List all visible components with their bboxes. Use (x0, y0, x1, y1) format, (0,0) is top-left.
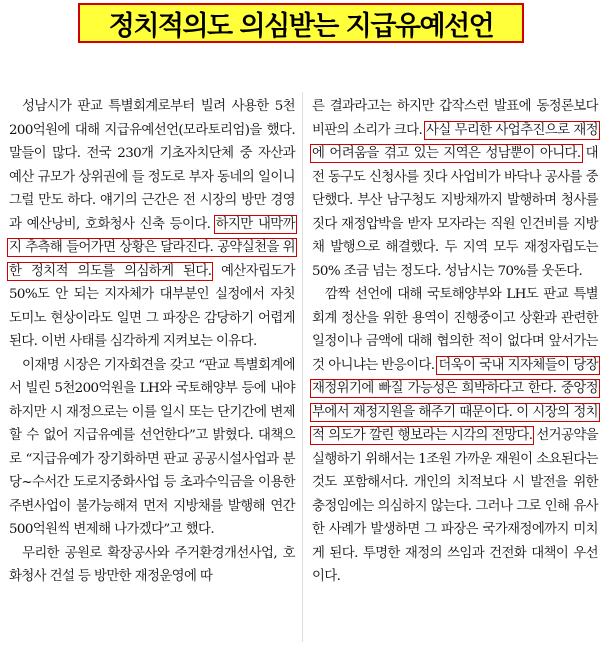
left-p1-text-b: 예산자립도가 50%도 안 되는 지자체가 대부분인 실정에서 자칫 도미노 현상이라도 일면 그 파장은 감당하기 어렵게 된다. 이번 사태를 심각하게 지켜보는 이유다. (9, 263, 295, 349)
right-paragraph-2 (312, 283, 598, 589)
headline: 정치적의도 의심받는 지급유예선언 (78, 3, 524, 43)
right-p1-highlight: 사실 무리한 사업추진으로 재정에 어려움을 겪고 있는 지역은 성남뿐이 아니다. (312, 122, 598, 161)
left-paragraph-3: 무리한 공원로 확장공사와 주거환경개선사업, 호화청사 건설 등 방만한 재정운영에 따 (9, 545, 295, 584)
right-p1-text-a: 른 결과라고는 하지만 갑작스런 발표에 동정론보다 비판의 소리가 크다. (312, 99, 598, 138)
right-p2-highlight: 더욱이 국내 지자체들이 당장 재정위기에 빠질 가능성은 희박하다고 한다. 중앙정부에서 재정지원을 해주기 때문이다. 이 시장의 정치적 의도가 깔린 행보라는 시각의 전망다. (312, 357, 598, 443)
right-p1-text-b: 대전 동구도 신청사를 짓다 사업비가 바닥나 공사를 중단했다. 부산 남구청도 지방채까지 발행하며 청사를 짓다 재정압박을 받자 모자라는 직원 인건비를 지방채 발행으로 해결했다. 두 지역 모두 재정자립도는 50% 조금 넘는 정도다. 성남시는 70%를 웃돈다. (312, 146, 598, 279)
right-paragraph-1 (312, 95, 598, 283)
left-p1-highlight: 하지만 내막까지 추측해 들어가면 상황은 달라진다. 공약실천을 위한 정치적 의도를 의심하게 된다. (9, 216, 295, 279)
left-paragraph-2: 이재명 시장은 기자회견을 갖고 “판교 특별회계에서 빌린 5천200억원을 LH와 국토해양부 등에 내야 하지만 시 재정으로는 이를 일시 또는 단기간에 변제할 수 없어 지급유예를 선언한다”고 밝혔다. 대책으로 “지급유예가 장기화하면 판교 공공시설사업과 분당~수서간 도로지중화사업 등 초과수익금을 이용한 주변사업이 불가능해져 먼저 지방채를 발행해 연간 500억원씩 변제해 나가겠다”고 했다. (9, 357, 295, 537)
right-p2-text-a: 깜짝 선언에 대해 국토해양부와 LH도 판교 특별회계 정산을 위한 용역이 진행중이고 상환과 관련한 일정이나 금액에 대해 협의한 적이 없다며 앞서가는 것 아니냐는 반응이다. (312, 287, 598, 373)
right-p2-text-b: 선거공약을 실행하기 위해서는 1조원 가까운 재원이 소요된다는 것도 포함해서다. 개인의 치적보다 시 발전을 위한 충정임에는 의심하지 않는다. 그러나 그로 인해 유사한 사례가 발생하면 그 파장은 국가재정에까지 미치게 된다. 투명한 재정의 쓰임과 건전화 대책이 우선이다. (312, 428, 598, 584)
right-column (312, 95, 598, 589)
left-column (9, 95, 295, 589)
column-divider (302, 92, 303, 642)
left-p1-text-a: 성남시가 판교 특별회계로부터 빌려 사용한 5천200억원에 대해 지급유예선언(모라토리엄)을 했다. 말들이 많다. 전국 230개 기초자치단체 중 자산과 예산 규모가 상위권에 들 정도로 부자 동네의 일이니 그럴 만도 하다. 얘기의 근간은 전 시장의 방만 경영과 예산낭비, 호화청사 신축 등이다. (9, 99, 295, 232)
left-paragraph-1 (9, 95, 295, 354)
